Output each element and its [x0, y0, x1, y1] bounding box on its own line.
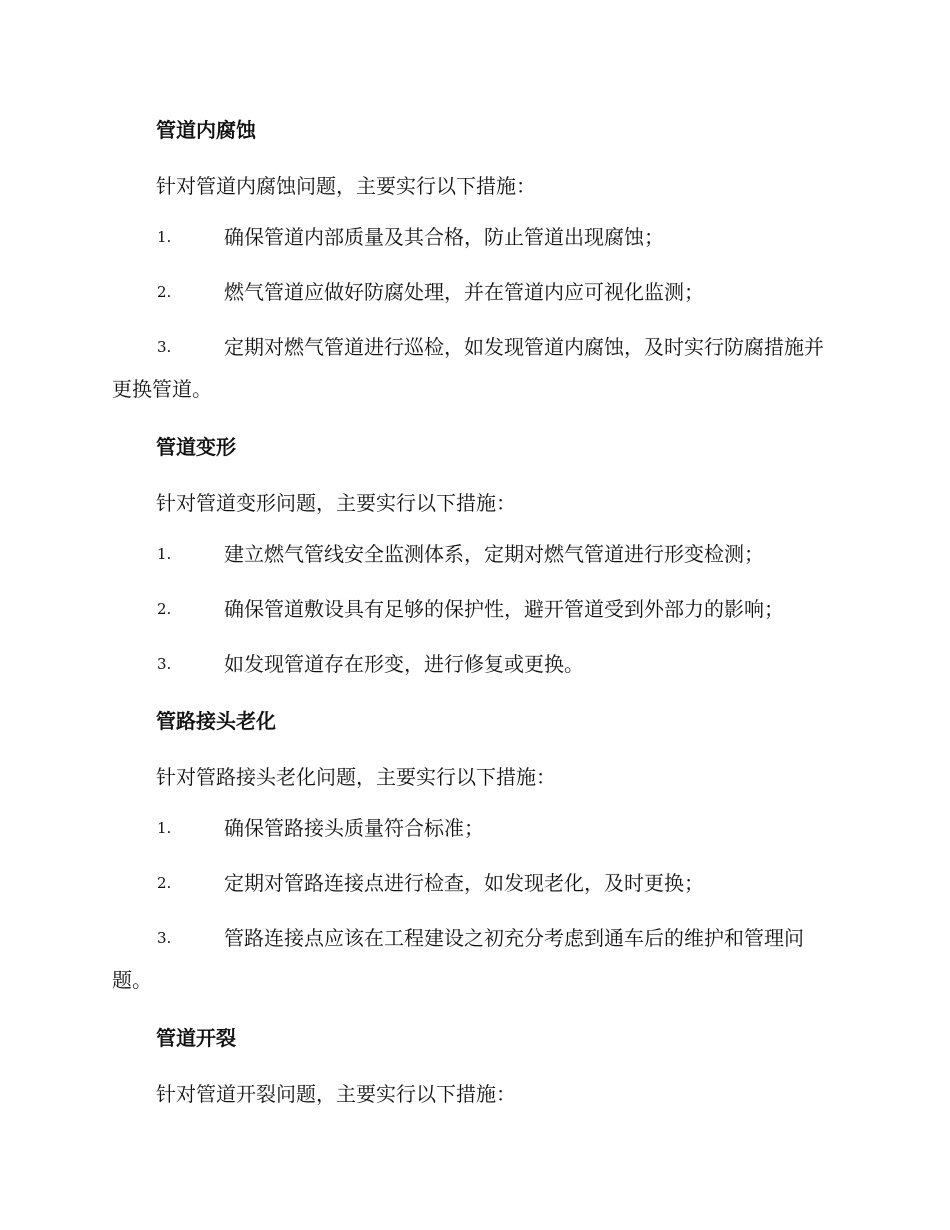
list-number: 3.: [157, 655, 172, 673]
list-text: 确保管道敷设具有足够的保护性，避开管道受到外部力的影响；: [224, 597, 784, 621]
list-item: [112, 326, 842, 410]
list-text: 定期对燃气管道进行巡检，如发现管道内腐蚀，及时实行防腐措施并更换管道。: [112, 335, 824, 401]
list-number: 2.: [157, 874, 172, 892]
list-text: 建立燃气管线安全监测体系，定期对燃气管道进行形变检测；: [224, 542, 764, 566]
list-text: 燃气管道应做好防腐处理，并在管道内应可视化监测；: [224, 280, 704, 304]
list-number: 3.: [157, 929, 172, 947]
list-text: 如发现管道存在形变，进行修复或更换。: [224, 652, 584, 676]
list-text: 确保管路接头质量符合标准；: [224, 816, 484, 840]
list-text: 确保管道内部质量及其合格，防止管道出现腐蚀；: [224, 225, 664, 249]
list-item: [112, 862, 842, 904]
list-number: 2.: [157, 600, 172, 618]
list-text: 管路连接点应该在工程建设之初充分考虑到通车后的维护和管理问题。: [112, 926, 804, 992]
list-number: 1.: [157, 545, 172, 563]
list-item: [112, 271, 842, 313]
list-number: 3.: [157, 338, 172, 356]
list-number: 1.: [157, 819, 172, 837]
list-item: [112, 643, 842, 685]
list-number: 1.: [157, 228, 172, 246]
list-number: 2.: [157, 283, 172, 301]
section-intro: 针对管路接头老化问题，主要实行以下措施：: [156, 765, 556, 789]
section-heading: 管路接头老化: [156, 709, 276, 733]
list-item: [112, 533, 842, 575]
list-item: [112, 588, 842, 630]
section-intro: 针对管道开裂问题，主要实行以下措施：: [156, 1082, 516, 1106]
section-heading: 管道开裂: [156, 1026, 236, 1050]
section-heading: 管道内腐蚀: [156, 118, 256, 142]
list-item: [112, 216, 842, 258]
list-text: 定期对管路连接点进行检查，如发现老化，及时更换；: [224, 871, 704, 895]
list-item: [112, 917, 842, 1001]
section-intro: 针对管道变形问题，主要实行以下措施：: [156, 491, 516, 515]
list-item: [112, 807, 842, 849]
section-intro: 针对管道内腐蚀问题，主要实行以下措施：: [156, 174, 536, 198]
section-heading: 管道变形: [156, 435, 236, 459]
